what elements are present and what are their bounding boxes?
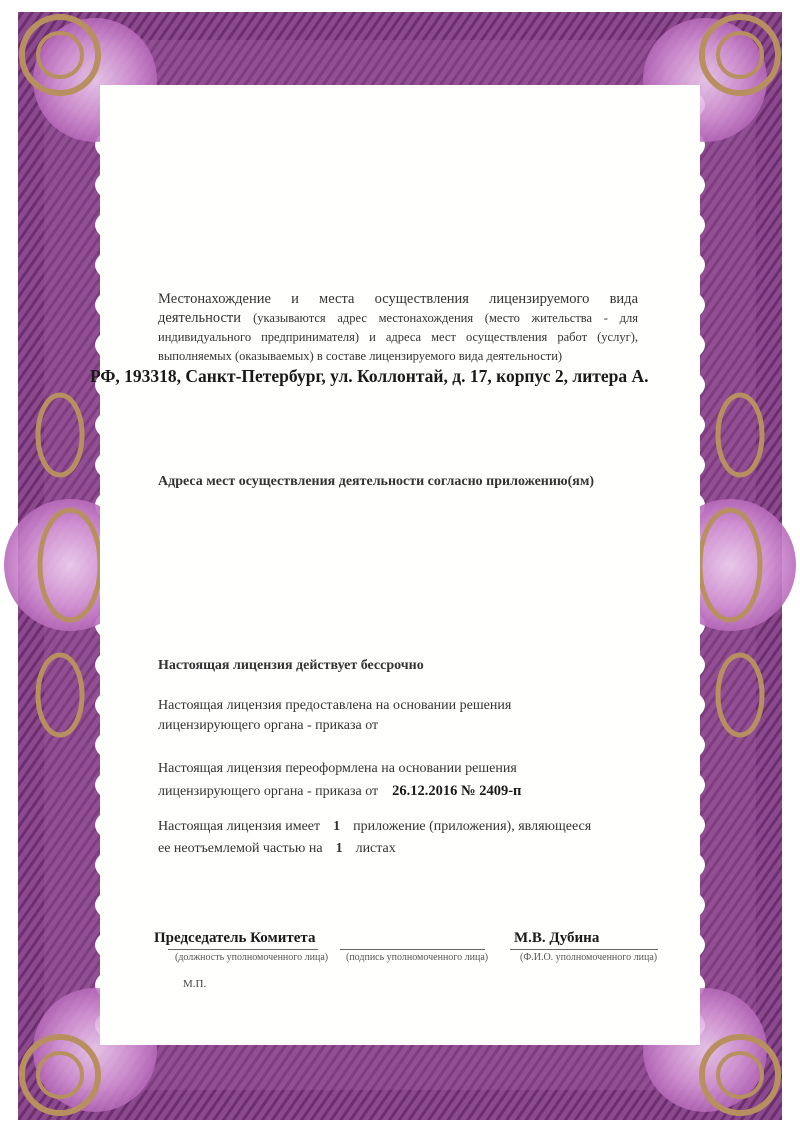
license-basis-line2: лицензирующего органа - приказа от bbox=[158, 718, 379, 733]
license-basis-line1: Настоящая лицензия предоставлена на основании решения bbox=[158, 698, 512, 713]
license-reissue-line1: Настоящая лицензия переоформлена на основании решения bbox=[158, 761, 517, 776]
appendix-count: 1 bbox=[333, 819, 341, 834]
appendix-sheets: 1 bbox=[335, 841, 343, 856]
license-reissue-line2: лицензирующего органа - приказа от bbox=[158, 784, 379, 799]
location-heading bbox=[158, 290, 638, 366]
license-validity: Настоящая лицензия действует бессрочно bbox=[158, 658, 424, 673]
license-reissue bbox=[158, 758, 658, 803]
activity-places: Адреса мест осуществления деятельности согласно приложению(ям) bbox=[158, 474, 595, 489]
signature-line bbox=[340, 949, 485, 950]
appendix-line2-post: листах bbox=[355, 841, 396, 856]
appendix-line1-post: приложение (приложения), являющееся bbox=[353, 819, 592, 834]
caption-signature: (подпись уполномоченного лица) bbox=[346, 952, 489, 963]
appendix-line1-pre: Настоящая лицензия имеет bbox=[158, 819, 321, 834]
location-heading-note: (указываются адрес местонахождения (место жительства - для индивидуального предпринимателя) и адреса мест осуществления работ (услуг), выполняемых (оказываемых) в составе лицензируемого вида деятельности) bbox=[158, 311, 639, 363]
caption-name: (Ф.И.О. уполномоченного лица) bbox=[520, 952, 658, 963]
signatory-position: Председатель Комитета bbox=[154, 930, 316, 946]
location-heading-lead: Местонахождение и места осуществления лицензируемого вида деятельности bbox=[158, 291, 638, 326]
reissue-order-number: 26.12.2016 № 2409-п bbox=[392, 783, 522, 799]
position-line bbox=[168, 949, 318, 950]
signatory-name: М.В. Дубина bbox=[514, 930, 600, 946]
name-line bbox=[510, 949, 658, 950]
document-body bbox=[100, 85, 700, 1045]
appendix-line2-pre: ее неотъемлемой частью на bbox=[158, 841, 323, 856]
license-address: РФ, 193318, Санкт-Петербург, ул. Коллонтай, д. 17, корпус 2, литера А. bbox=[90, 366, 649, 386]
license-basis bbox=[158, 696, 598, 736]
license-appendix bbox=[158, 816, 678, 860]
caption-position: (должность уполномоченного лица) bbox=[175, 952, 329, 963]
seal-place: М.П. bbox=[183, 978, 207, 990]
